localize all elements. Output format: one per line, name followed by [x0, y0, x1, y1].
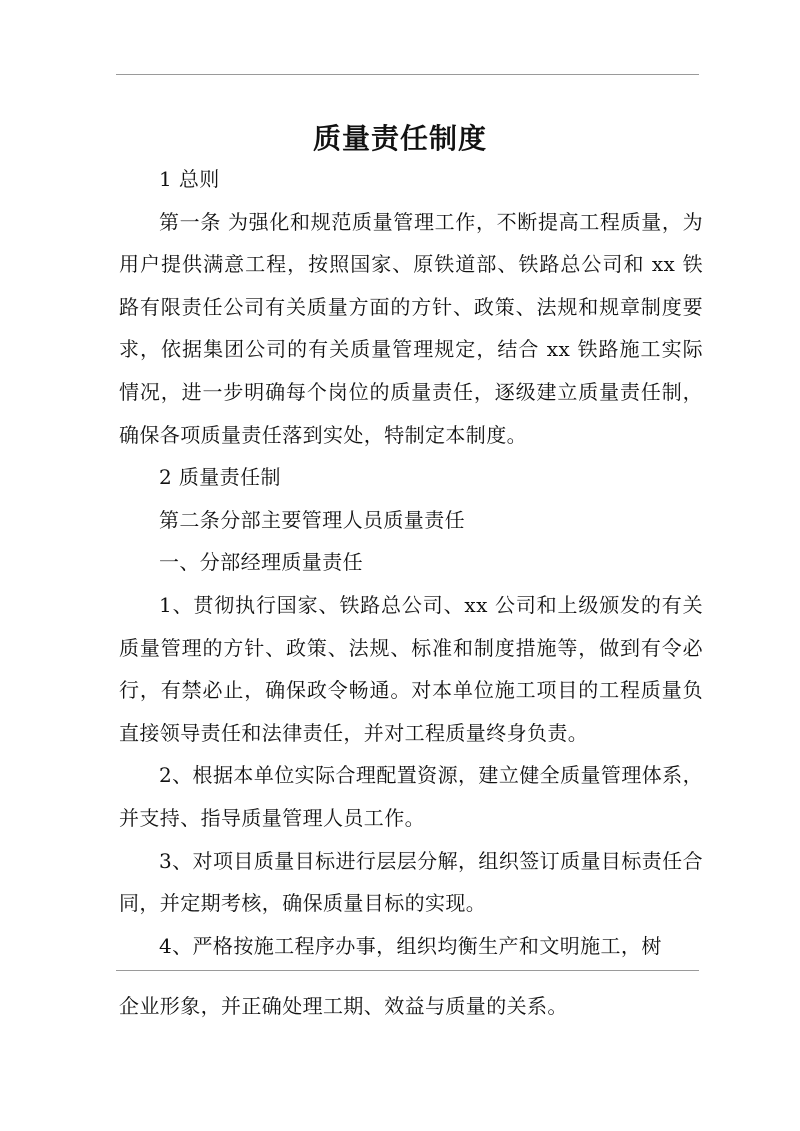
footer-divider	[116, 970, 699, 971]
article-two-heading: 第二条分部主要管理人员质量责任	[159, 507, 465, 532]
list-item-3: 3、对项目质量目标进行层层分解，组织签订质量目标责任合同，并定期考核，确保质量目标的实现。	[119, 848, 703, 916]
header-divider	[116, 74, 699, 75]
document-body	[119, 158, 703, 967]
list-item-4: 4、严格按施工程序办事，组织均衡生产和文明施工，树	[159, 933, 662, 958]
continuation-text: 企业形象，并正确处理工期、效益与质量的关系。	[119, 994, 568, 1018]
list-item-2: 2、根据本单位实际合理配置资源，建立健全质量管理体系，并支持、指导质量管理人员工作。	[119, 763, 703, 830]
page-title: 质量责任制度	[312, 121, 487, 155]
subsection-heading-manager: 一、分部经理质量责任	[159, 550, 363, 575]
list-item-1: 1、贯彻执行国家、铁路总公司、xx 公司和上级颁发的有关质量管理的方针、政策、法规、标准和制度措施等，做到有令必行，有禁必止，确保政令畅通。对本单位施工项目的工程质量负直接领导责任和法律责任，并对工程质量终身负责。	[119, 592, 703, 745]
section-heading-general: 1 总则	[159, 167, 220, 191]
section-heading-quality-responsibility: 2 质量责任制	[159, 465, 281, 490]
article-one-paragraph: 第一条 为强化和规范质量管理工作，不断提高工程质量，为用户提供满意工程，按照国家、原铁道部、铁路总公司和 xx 铁路有限责任公司有关质量方面的方针、政策、法规和规章制度要求，依据集团公司的有关质量管理规定，结合 xx 铁路施工实际情况，进一步明确每个岗位的质量责任，逐级建立质量责任制，确保各项质量责任落到实处，特制定本制度。	[119, 209, 703, 447]
